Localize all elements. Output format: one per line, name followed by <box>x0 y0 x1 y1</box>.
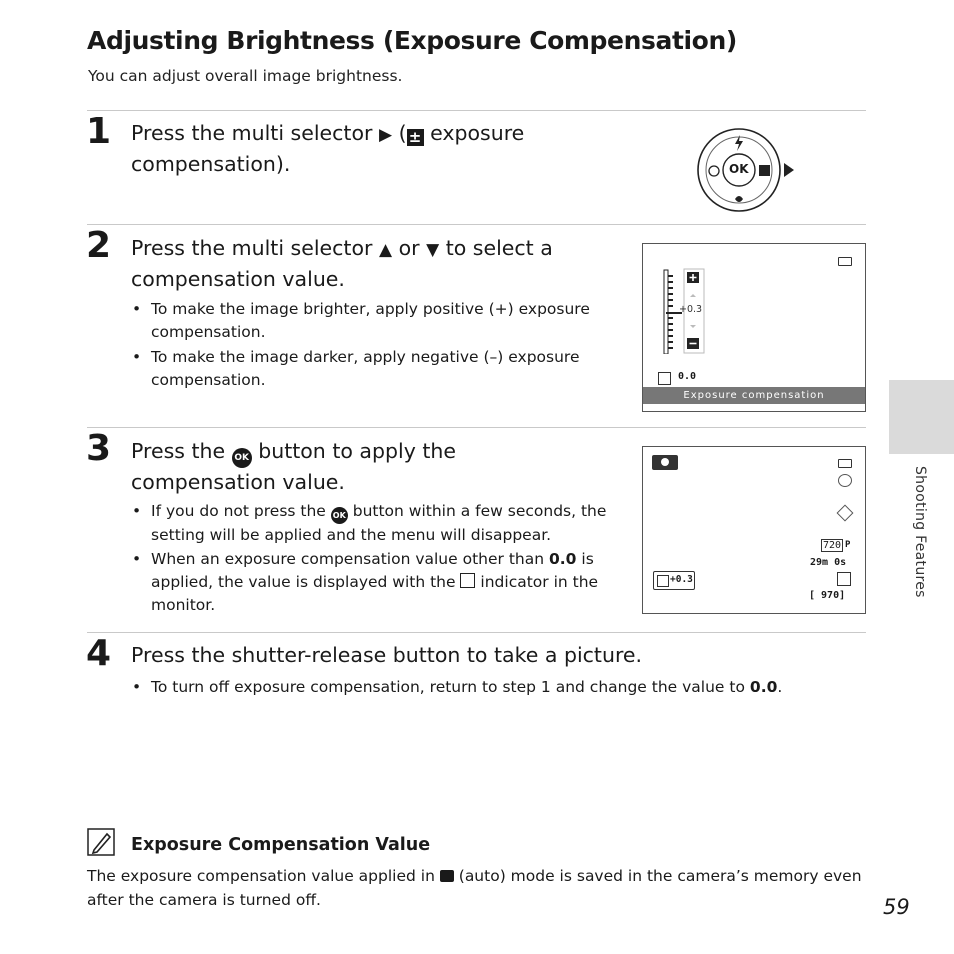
multi-selector-dial <box>696 127 802 213</box>
list-item: • To turn off exposure compensation, return to step 1 and change the value to 0.0. <box>131 676 831 699</box>
step-number: 2 <box>86 225 112 266</box>
page-number: 59 <box>883 895 910 919</box>
motion-detection-icon <box>837 505 854 522</box>
section-tab <box>889 380 954 454</box>
screen-caption: Exposure compensation <box>643 387 865 404</box>
exposure-compensation-icon <box>658 372 671 385</box>
vibration-reduction-icon <box>838 474 852 487</box>
arrow-up-icon: ▲ <box>378 240 393 260</box>
step-number: 1 <box>86 111 112 152</box>
battery-icon <box>838 459 852 468</box>
intro-text: You can adjust overall image brightness. <box>88 67 403 85</box>
note-body: The exposure compensation value applied in (auto) mode is saved in the camera’s memory even after the camera is turned off. <box>87 867 862 909</box>
ok-icon: OK <box>729 162 749 176</box>
ok-button-icon: OK <box>331 507 348 524</box>
step-divider <box>87 224 866 225</box>
step-divider <box>87 110 866 111</box>
note-icon <box>87 828 115 856</box>
list-item: • When an exposure compensation value other than 0.0 is applied, the value is displayed with the indicator in the monitor. <box>131 548 621 617</box>
exposure-indicator: +0.3 <box>653 571 695 590</box>
bullet-list <box>131 676 831 699</box>
note-title: Exposure Compensation Value <box>131 835 431 855</box>
camera-auto-mode-icon <box>440 870 454 882</box>
arrow-down-icon: ▼ <box>426 240 440 260</box>
camera-monitor-exposure <box>642 243 866 412</box>
step-divider <box>87 632 866 633</box>
movie-size-icon: 720 <box>823 540 842 551</box>
step-title: Press the multi selector ▲ or ▼ to select a compensation value. <box>131 236 553 291</box>
step-number: 4 <box>86 633 112 674</box>
remaining-movie-time: 29m 0s <box>810 557 847 568</box>
camera-mode-icon <box>652 455 678 470</box>
step-title: Press the OK button to apply the compensation value. <box>131 439 456 494</box>
exposures-remaining: [ 970] <box>809 590 846 601</box>
exposure-readout: 0.0 <box>678 371 697 382</box>
camera-monitor-shooting: 720 P 29m 0s [ 970] +0.3 <box>642 446 866 614</box>
arrow-right-icon: ▶ <box>378 125 393 145</box>
list-item: • To make the image darker, apply negative (–) exposure compensation. <box>131 346 601 392</box>
exposure-value-label: +0.3 <box>679 304 703 315</box>
exposure-compensation-icon: ± <box>407 129 424 146</box>
list-item: • To make the image brighter, apply positive (+) exposure compensation. <box>131 298 601 344</box>
exposure-compensation-icon <box>460 573 475 588</box>
bullet-list <box>131 500 621 617</box>
step-divider <box>87 427 866 428</box>
page-title: Adjusting Brightness (Exposure Compensation) <box>87 26 737 55</box>
list-item: • If you do not press the OK button within a few seconds, the setting will be applied and the menu will disappear. <box>131 500 621 547</box>
bullet-list <box>131 298 601 392</box>
battery-icon <box>838 257 852 266</box>
section-label: Shooting Features <box>912 466 928 598</box>
step-title: Press the multi selector ▶ ( ± exposure compensation). <box>131 121 525 176</box>
ok-button-icon: OK <box>232 448 252 468</box>
step-number: 3 <box>86 428 112 469</box>
step-title: Press the shutter-release button to take a picture. <box>131 643 643 667</box>
image-mode-icon <box>837 572 851 586</box>
